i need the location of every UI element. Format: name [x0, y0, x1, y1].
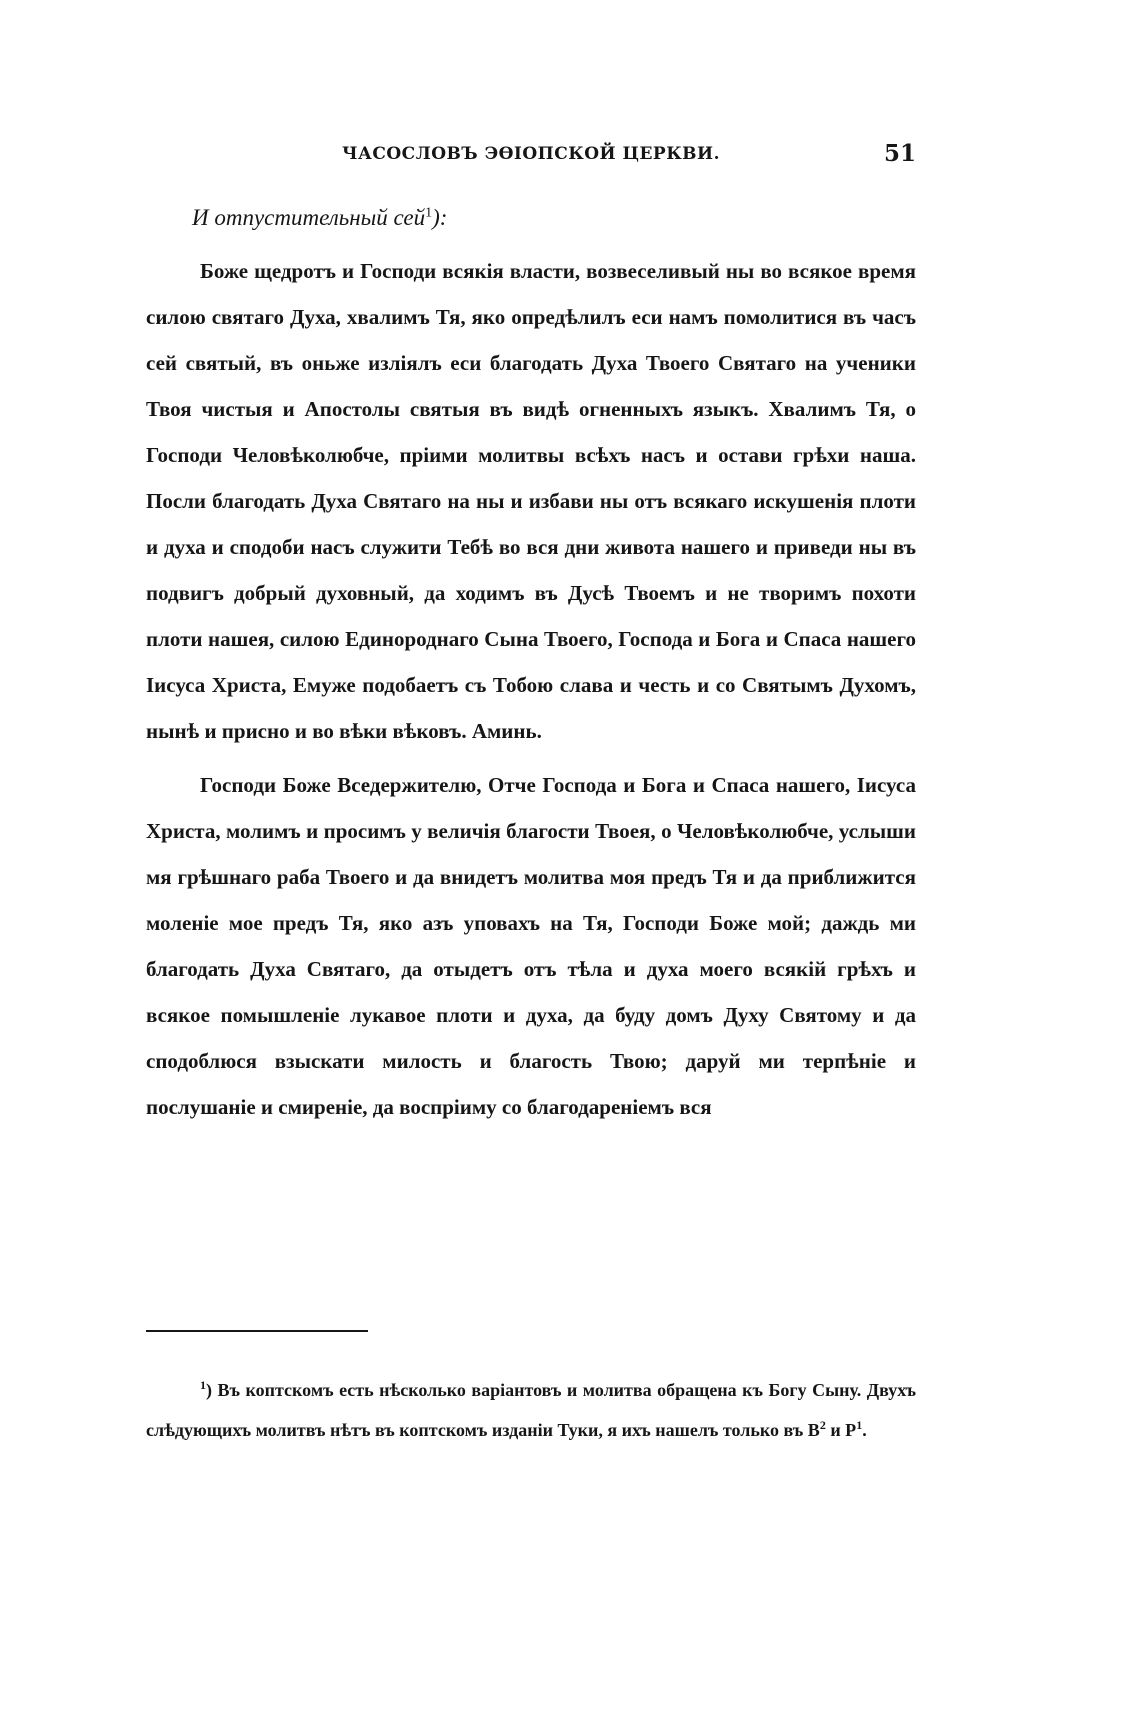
footnote — [146, 1370, 916, 1450]
footnote-reference: 1 — [425, 205, 433, 221]
footnote-text: и Р — [825, 1420, 857, 1440]
footnote-text: . — [862, 1420, 867, 1440]
footnote-superscript: 1 — [856, 1418, 863, 1432]
page-number: 51 — [883, 140, 916, 167]
prayer-paragraph: Господи Боже Вседержителю, Отче Господа и Бога и Спаса нашего, Іисуса Христа, молимъ и просимъ у величія благости Твоея, о Человѣколюбче, услыши мя грѣшнаго раба Твоего и да внидетъ молитва моя предъ Тя и да приближится моленіе мое предъ Тя, яко азъ уповахъ на Тя, Господи Боже мой; даждь ми благодать Духа Святаго, да отыдетъ отъ тѣла и духа моего всякій грѣхъ и всякое помышленіе лукавое плоти и духа, да буду домъ Духу Святому и да сподоблюся взыскати милость и благость Твою; даруй ми терпѣніе и послушаніе и смиреніе, да воспріиму со благодареніемъ вся — [146, 773, 916, 1119]
footnote-text: ) Въ коптскомъ есть нѣсколько варіантовъ и молитва обращена къ Богу Сыну. Двухъ слѣдующихъ молитвъ нѣтъ въ коптскомъ изданіи Туки, я ихъ нашелъ только въ В — [146, 1380, 916, 1440]
running-header — [146, 136, 916, 172]
section-heading-text: И отпустительный сей — [192, 205, 426, 230]
section-heading — [192, 196, 916, 240]
book-page — [146, 0, 916, 1710]
running-title: ЧАСОСЛОВЪ ЭӨІОПСКОЙ ЦЕРКВИ. — [341, 144, 721, 164]
body-text — [146, 196, 916, 1138]
footnote-mark: 1 — [200, 1378, 206, 1392]
footnote-superscript: 2 — [819, 1418, 826, 1432]
section-heading-suffix: ): — [432, 205, 448, 230]
footnote-separator — [146, 1330, 368, 1332]
prayer-paragraph: Боже щедротъ и Господи всякія власти, возвеселивый ны во всякое время силою святаго Духа, хвалимъ Тя, яко опредѣлилъ еси намъ помолитися въ часъ сей святый, въ оньже изліялъ еси благодать Духа Твоего Святаго на ученики Твоя чистыя и Апостолы святыя въ видѣ огненныхъ языкъ. Хвалимъ Тя, о Господи Человѣколюбче, пріими молитвы всѣхъ насъ и остави грѣхи наша. Посли благодать Духа Святаго на ны и избави ны отъ всякаго искушенія плоти и духа и сподоби насъ служити Тебѣ во вся дни живота нашего и приведи ны въ подвигъ добрый духовный, да ходимъ въ Дусѣ Твоемъ и не творимъ похоти плоти нашея, силою Единороднаго Сына Твоего, Господа и Бога и Спаса нашего Іисуса Христа, Емуже подобаетъ съ Тобою слава и честь и со Святымъ Духомъ, нынѣ и присно и во вѣки вѣковъ. Аминь. — [146, 259, 916, 743]
